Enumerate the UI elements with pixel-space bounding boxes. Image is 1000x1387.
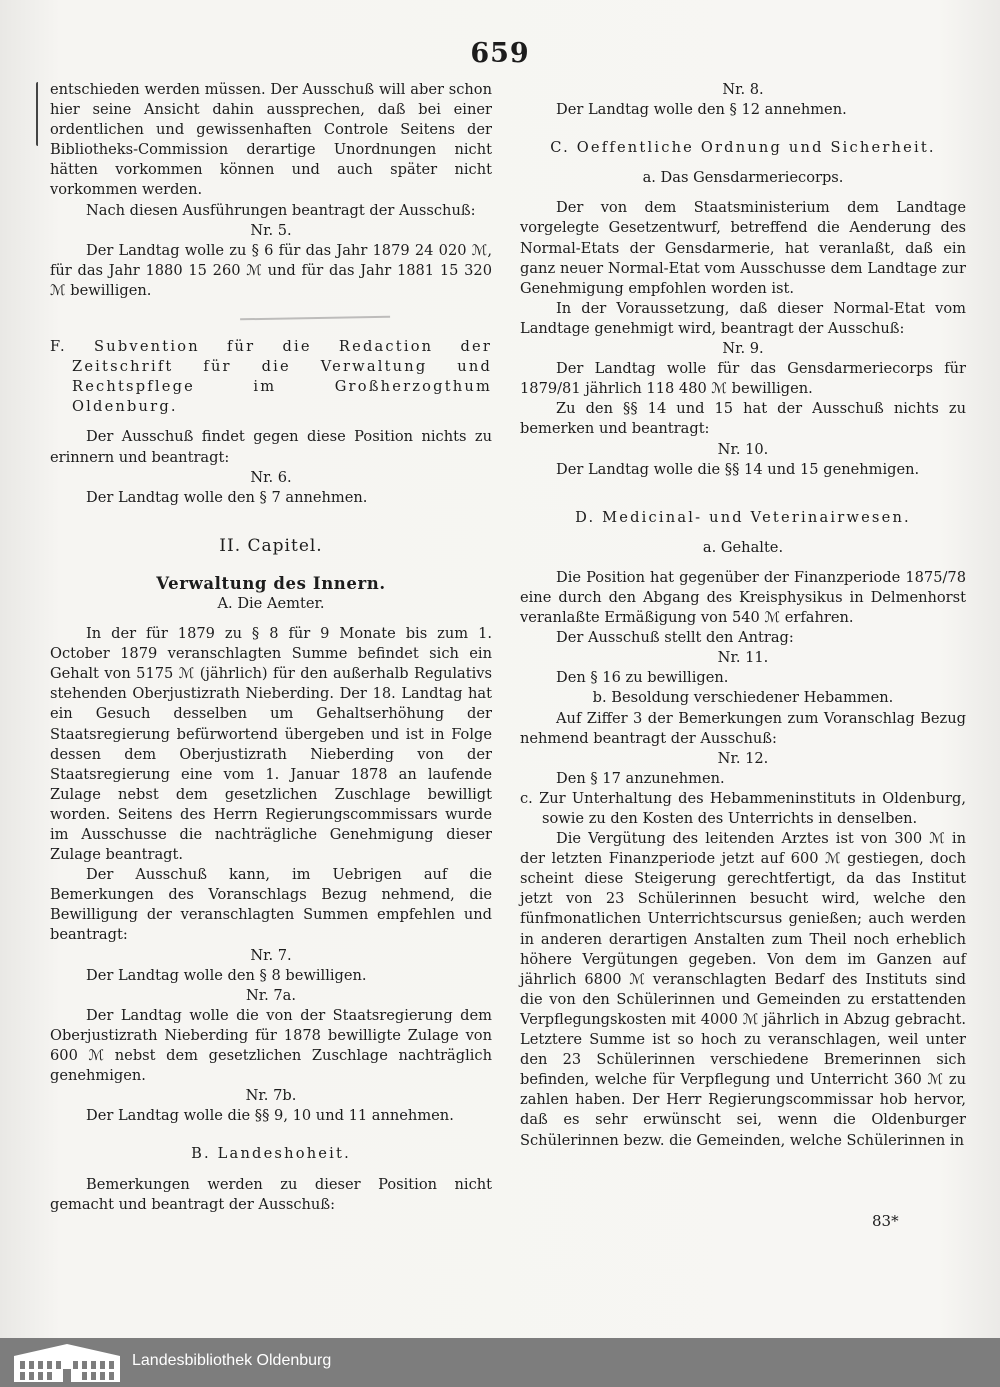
- paragraph: Der Landtag wolle für das Gensdarmeriecorps für 1879/81 jährlich 118 480 ℳ bewilligen.: [520, 360, 966, 398]
- paragraph: Der Ausschuß stellt den Antrag:: [556, 629, 794, 647]
- heading-C: C. Oeffentliche Ordnung und Sicherheit.: [550, 139, 936, 157]
- motion-number: Nr. 10.: [717, 440, 769, 458]
- motion-number: Nr. 8.: [722, 81, 764, 98]
- paragraph: entschieden werden müssen. Der Ausschuß will aber schon hier seine Ansicht dahin aussprechen, daß bei einer ordentlichen und gewissenhaften Controle Seitens der Bibliotheks-Commission derartige Unordnungen nicht hätten vorkommen können und auch später nicht vorkommen werden.: [50, 81, 492, 199]
- paragraph: Nach diesen Ausführungen beantragt der Ausschuß:: [86, 201, 476, 219]
- paragraph: Zu den §§ 14 und 15 hat der Ausschuß nichts zu bemerken und beantragt:: [520, 400, 966, 438]
- heading-D: D. Medicinal- und Veterinairwesen.: [575, 508, 911, 526]
- signature-mark: 83*: [872, 1212, 899, 1230]
- paragraph: Der Landtag wolle die §§ 9, 10 und 11 annehmen.: [86, 1107, 454, 1125]
- paragraph: In der für 1879 zu § 8 für 9 Monate bis zum 1. October 1879 veranschlagten Summe befindet sich ein Gehalt von 5175 ℳ (jährlich) für den außerhalb Regulativs stehenden Oberjustizrath Nieberding. Der 18. Landtag hat ein Gesuch desselben um Gehaltserhöhung der Staatsregierung befürwortend übergeben und ist in Folge dessen dem Oberjustizrath Nieberding von der Staatsregierung eine vom 1. Januar 1878 an laufende Zulage nebst dem gesetzlichen Zuschlage bewilligt worden. Seitens des Herrn Regierungscommissars wurde im Ausschusse die nachträgliche Genehmigung dieser Zulage beantragt.: [50, 625, 492, 864]
- motion-number: Nr. 12.: [717, 749, 769, 767]
- left-column: [50, 80, 492, 1215]
- section-title: Verwaltung des Innern.: [156, 573, 386, 593]
- subsection-A: A. Die Aemter.: [217, 594, 325, 612]
- chapter-title: II. Capitel.: [219, 535, 323, 556]
- paragraph: Der Landtag wolle die §§ 14 und 15 genehmigen.: [556, 460, 920, 478]
- motion-number: Nr. 9.: [722, 340, 764, 358]
- paragraph: Der Landtag wolle den § 8 bewilligen.: [86, 966, 367, 984]
- subsection-Db: b. Besoldung verschiedener Hebammen.: [592, 689, 894, 707]
- subsection-Dc: c. Zur Unterhaltung des Hebammeninstituts in Oldenburg, sowie zu den Kosten des Unterrichts in denselben.: [520, 789, 966, 827]
- paragraph: Der Landtag wolle die von der Staatsregierung dem Oberjustizrath Nieberding für 1878 bewilligte Zulage von 600 ℳ nebst dem gesetzlichen Zuschlage nachträglich genehmigen.: [50, 1006, 492, 1085]
- paragraph: Den § 16 zu bewilligen.: [556, 669, 729, 687]
- paragraph: In der Voraussetzung, daß dieser Normal-Etat vom Landtage genehmigt wird, beantragt der Ausschuß:: [520, 299, 966, 337]
- heading-F: F. Subvention für die Redaction der Zeitschrift für die Verwaltung und Rechtspflege im Großherzogthum Oldenburg.: [50, 338, 492, 416]
- motion-number: Nr. 5.: [250, 221, 292, 239]
- motion-number: Nr. 7.: [250, 946, 292, 964]
- motion-number: Nr. 7a.: [245, 986, 297, 1004]
- paragraph: Auf Ziffer 3 der Bemerkungen zum Voranschlag Bezug nehmend beantragt der Ausschuß:: [520, 709, 966, 747]
- paragraph: Die Position hat gegenüber der Finanzperiode 1875/78 eine durch den Abgang des Kreisphysikus in Delmenhorst veranlaßte Ermäßigung von 540 ℳ erfahren.: [520, 568, 966, 627]
- motion-number: Nr. 7b.: [245, 1087, 297, 1105]
- motion-number: Nr. 6.: [250, 468, 292, 486]
- right-column: [520, 80, 966, 1151]
- paragraph: Der von dem Staatsministerium dem Landtage vorgelegte Gesetzentwurf, betreffend die Aenderung des Normal-Etats der Gensdarmerie, hat veranlaßt, daß ein ganz neuer Normal-Etat vom Ausschusse dem Landtage zur Genehmigung empfohlen worden ist.: [520, 199, 966, 297]
- paragraph: Der Landtag wolle zu § 6 für das Jahr 1879 24 020 ℳ, für das Jahr 1880 15 260 ℳ und für das Jahr 1881 15 320 ℳ bewilligen.: [50, 241, 492, 299]
- subsection-Da: a. Gehalte.: [702, 538, 784, 556]
- paragraph: Bemerkungen werden zu dieser Position nicht gemacht und beantragt der Ausschuß:: [50, 1175, 492, 1213]
- paragraph: Der Ausschuß findet gegen diese Position nichts zu erinnern und beantragt:: [50, 428, 492, 466]
- paragraph: Die Vergütung des leitenden Arztes ist von 300 ℳ in der letzten Finanzperiode jetzt auf 600 ℳ gestiegen, doch scheint diese Steigerung gerechtfertigt, da das Institut jetzt von 23 Schülerinnen besucht wird, welche den fünfmonatlichen Unterrichtscursus genießen; auch werden in anderen derartigen Anstalten zum Theil noch erheblich höhere Vergütungen gegeben. Von dem im Ganzen auf jährlich 6800 ℳ veranschlagten Bedarf des Instituts sind die von den Schülerinnen und Gemeinden zu erstattenden Verpflegungskosten mit 4000 ℳ jährlich in Abzug gebracht. Letztere Summe ist so hoch zu veranschlagen, weil unter den 23 Schülerinnen verschiedene Bremerinnen sich befinden, welche für Verpflegung und Unterricht 360 ℳ zu zahlen haben. Der Herr Regierungscommissar hob hervor, daß es sehr erwünscht sei, wenn die Oldenburger Schülerinnen bezw. die Gemeinden, welche Schülerinnen in: [520, 830, 966, 1149]
- subsection-B: B. Landeshoheit.: [191, 1145, 351, 1163]
- margin-pencil-mark: [36, 82, 41, 146]
- page-number: 659: [470, 38, 530, 69]
- motion-number: Nr. 11.: [717, 649, 769, 667]
- paragraph: Der Landtag wolle den § 12 annehmen.: [556, 101, 847, 119]
- library-footer-bar: [0, 1338, 1000, 1387]
- paragraph: Den § 17 anzunehmen.: [556, 769, 725, 787]
- paragraph: Der Landtag wolle den § 7 annehmen.: [86, 488, 368, 506]
- subsection-Ca: a. Das Gensdarmeriecorps.: [642, 169, 844, 187]
- paragraph: Der Ausschuß kann, im Uebrigen auf die Bemerkungen des Voranschlags Bezug nehmend, die Bewilligung der veranschlagten Summen empfehlen und beantragt:: [50, 866, 492, 944]
- library-building-icon: [12, 1342, 122, 1383]
- library-name: Landesbibliothek Oldenburg: [132, 1352, 332, 1369]
